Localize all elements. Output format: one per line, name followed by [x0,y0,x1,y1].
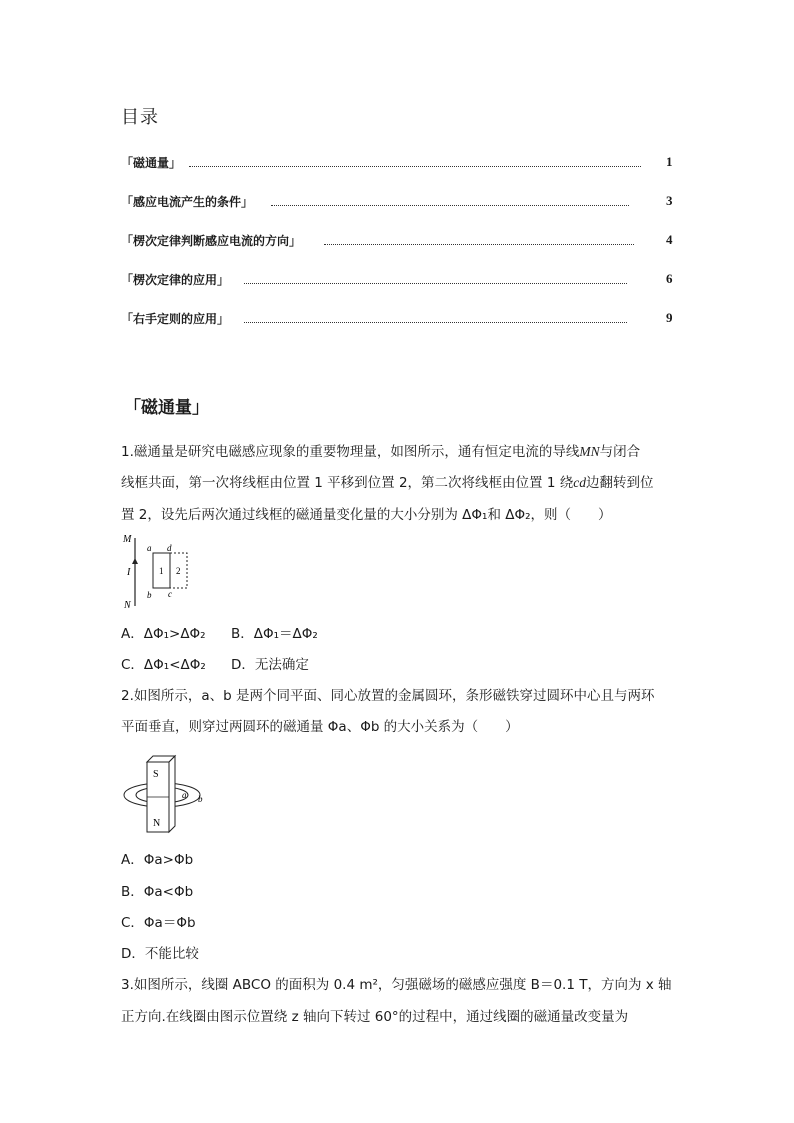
label-c: c [168,589,172,599]
toc-leader-dots [271,199,629,206]
q2-option-d[interactable]: D．不能比较 [121,946,199,962]
label-pole-s: S [153,769,159,780]
label-m: M [123,534,132,545]
label-a: a [147,543,152,553]
label-pole-n: N [153,818,161,829]
toc-leader-dots [244,277,627,284]
q3-line-2: 正方向.在线圈由图示位置绕 z 轴向下转过 60°的过程中，通过线圈的磁通量改变量为 [121,1009,629,1025]
q1-text: 边翻转到位 [585,475,654,491]
q1-option-c[interactable]: C．ΔΦ₁<ΔΦ₂ [121,657,206,673]
label-b: b [147,590,152,600]
q1-text: 线框共面，第一次将线框由位置 1 平移到位置 2，第二次将线框由位置 1 绕 [121,475,574,491]
q1-text: 与闭合 [599,444,641,460]
toc-leader-dots [324,238,634,245]
toc-entry-label: 「右手定则的应用」 [121,312,230,326]
toc-entry-page: 9 [666,310,673,325]
toc-leader-dots [189,160,641,167]
q2-line-2: 平面垂直，则穿过两圆环的磁通量 Φa、Φb 的大小关系为（ ） [121,719,519,735]
toc-title: 目录 [121,107,159,128]
label-i: I [127,567,131,578]
q1-options-row-2 [121,653,309,673]
q1-option-d[interactable]: D．无法确定 [231,657,309,673]
label-pos-1: 1 [159,566,164,576]
toc-entry-label: 「磁通量」 [121,156,182,170]
q2-figure [120,750,212,836]
toc-entry-page: 1 [666,154,673,169]
q2-option-a[interactable]: A．Φa>Φb [121,852,194,868]
q1-cd: cd [573,475,586,490]
q1-line-1 [121,440,640,460]
q2-option-c[interactable]: C．Φa＝Φb [121,915,196,931]
toc-entry-page: 3 [666,193,673,208]
q2-option-b[interactable]: B．Φa<Φb [121,884,194,900]
toc-entry-page: 4 [666,232,673,247]
label-ring-b: b [198,794,203,804]
q1-line-2 [121,471,653,491]
q1-line-3: 置 2，设先后两次通过线框的磁通量变化量的大小分别为 ΔΦ₁和 ΔΦ₂，则（ ） [121,507,612,523]
toc-entry-label: 「楞次定律的应用」 [121,273,230,287]
label-ring-a: a [182,790,187,800]
toc-entry-label: 「楞次定律判断感应电流的方向」 [121,234,302,248]
q1-figure [118,530,198,612]
label-n: N [124,600,131,611]
q1-option-b[interactable]: B．ΔΦ₁＝ΔΦ₂ [231,626,318,642]
q3-line-1: 3.如图所示，线圈 ABCO 的面积为 0.4 m²，匀强磁场的磁感应强度 B＝0.1 T，方向为 x 轴 [121,977,672,993]
q1-mn: MN [579,444,600,459]
current-arrow-icon [132,558,138,564]
q1-options-row-1 [121,622,318,642]
toc-entry-label: 「感应电流产生的条件」 [121,195,254,209]
toc-entry-page: 6 [666,271,673,286]
section-heading: 「磁通量」 [124,398,209,418]
q1-option-a[interactable]: A．ΔΦ₁>ΔΦ₂ [121,626,206,642]
magnet-side-face [169,756,175,832]
q1-text: 1.磁通量是研究电磁感应现象的重要物理量，如图所示，通有恒定电流的导线 [121,444,580,460]
toc-leader-dots [244,316,627,323]
q2-line-1: 2.如图所示，a、b 是两个同平面、同心放置的金属圆环，条形磁铁穿过圆环中心且与两环 [121,688,655,704]
label-pos-2: 2 [176,566,181,576]
label-d: d [167,543,172,553]
